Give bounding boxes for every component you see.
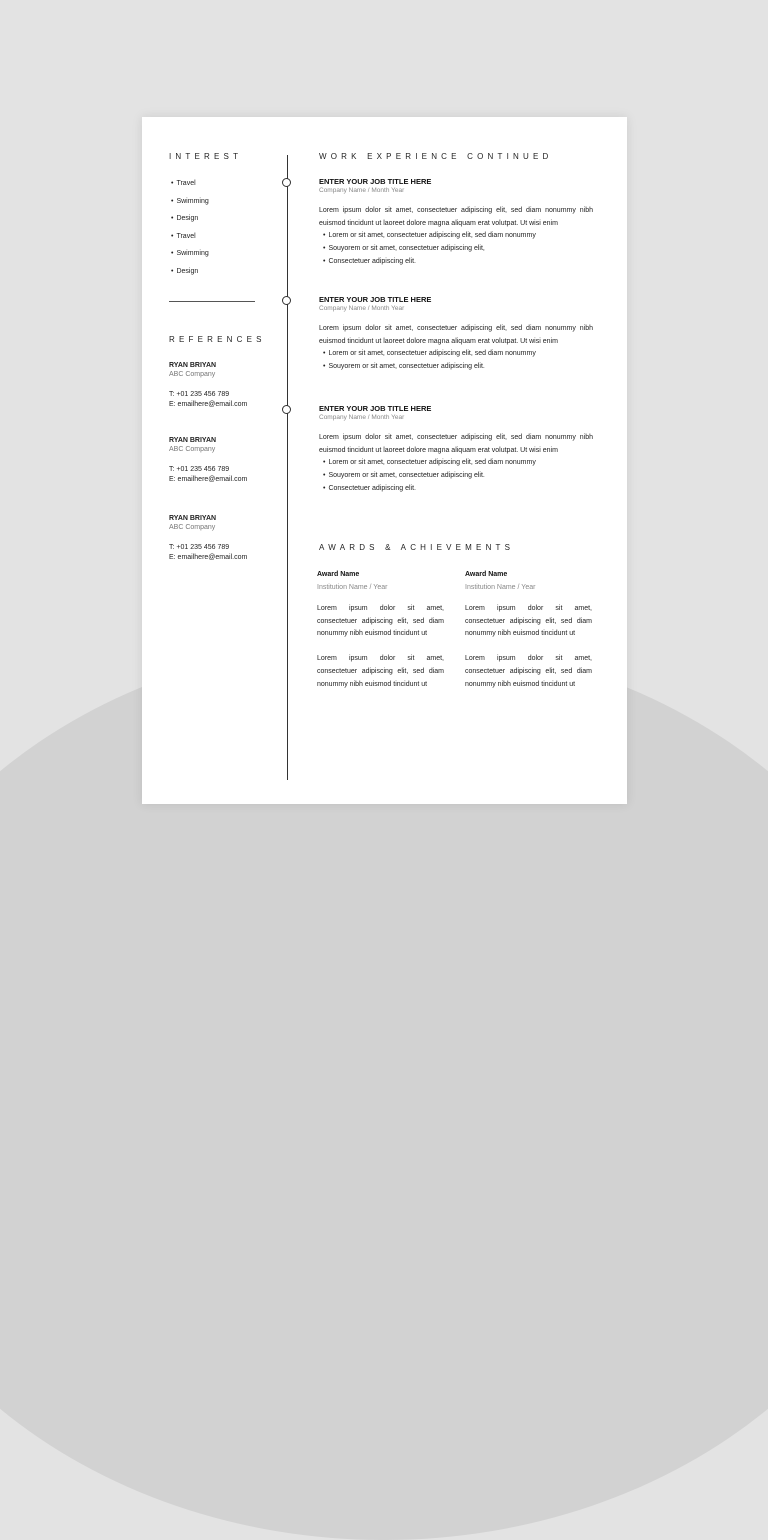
reference-phone: T: +01 235 456 789 [169, 466, 230, 473]
job-description: Lorem ipsum dolor sit amet, consectetuer adipiscing elit, sed diam nonummy nibh euismod tincidunt ut laoreet dolore magna aliquam erat volutpat. Ut wisi enim [319, 325, 593, 345]
timeline-dot [282, 296, 291, 305]
award-description: Lorem ipsum dolor sit amet, consectetuer adipiscing elit, sed diam nonummy nibh euismod tincidunt ut [317, 655, 444, 688]
job-bullet: • Consectetuer adipiscing elit. [323, 256, 593, 269]
job-bullet: • Souyorem or sit amet, consectetuer adipiscing elit. [323, 361, 593, 374]
job-title: ENTER YOUR JOB TITLE HERE [319, 295, 432, 304]
interest-item: • Swimming [171, 197, 209, 215]
job-bullet: • Lorem or sit amet, consectetuer adipiscing elit, sed diam nonummy [323, 348, 593, 361]
resume-page [142, 117, 627, 804]
job-company-date: Company Name / Month Year [319, 414, 405, 421]
timeline-dot [282, 405, 291, 414]
job-title: ENTER YOUR JOB TITLE HERE [319, 177, 432, 186]
award-name: Award Name [465, 571, 508, 578]
job-company-date: Company Name / Month Year [319, 187, 405, 194]
reference-email: E: emailhere@email.com [169, 401, 248, 408]
job-description: Lorem ipsum dolor sit amet, consectetuer adipiscing elit, sed diam nonummy nibh euismod tincidunt ut laoreet dolore magna aliquam erat volutpat. Ut wisi enim [319, 207, 593, 227]
job-bullets [319, 457, 593, 495]
award-description: Lorem ipsum dolor sit amet, consectetuer adipiscing elit, sed diam nonummy nibh euismod tincidunt ut [317, 605, 444, 638]
award-entry [317, 570, 444, 691]
references-heading: REFERENCES [169, 335, 266, 344]
reference-company: ABC Company [169, 371, 216, 378]
job-bullet: • Souyorem or sit amet, consectetuer adipiscing elit. [323, 470, 593, 483]
job-bullet: • Souyorem or sit amet, consectetuer adipiscing elit, [323, 243, 593, 256]
job-entry [319, 295, 593, 374]
left-divider [169, 301, 255, 302]
reference-entry [169, 514, 279, 563]
interest-item: • Design [171, 214, 209, 232]
reference-email: E: emailhere@email.com [169, 476, 248, 483]
interest-item: • Swimming [171, 249, 209, 267]
reference-phone: T: +01 235 456 789 [169, 544, 230, 551]
reference-phone: T: +01 235 456 789 [169, 391, 230, 398]
interest-item: • Design [171, 267, 209, 285]
job-description: Lorem ipsum dolor sit amet, consectetuer adipiscing elit, sed diam nonummy nibh euismod tincidunt ut laoreet dolore magna aliquam erat volutpat. Ut wisi enim [319, 434, 593, 454]
work-experience-heading: WORK EXPERIENCE CONTINUED [319, 152, 553, 161]
reference-email: E: emailhere@email.com [169, 554, 248, 561]
award-institution: Institution Name / Year [317, 584, 388, 591]
reference-entry [169, 436, 279, 485]
job-bullet: • Lorem or sit amet, consectetuer adipiscing elit, sed diam nonummy [323, 457, 593, 470]
interest-heading: INTEREST [169, 152, 243, 161]
job-bullet: • Lorem or sit amet, consectetuer adipiscing elit, sed diam nonummy [323, 230, 593, 243]
award-institution: Institution Name / Year [465, 584, 536, 591]
job-company-date: Company Name / Month Year [319, 305, 405, 312]
job-entry [319, 177, 593, 269]
award-entry [465, 570, 592, 691]
reference-company: ABC Company [169, 446, 216, 453]
award-description: Lorem ipsum dolor sit amet, consectetuer adipiscing elit, sed diam nonummy nibh euismod tincidunt ut [465, 655, 592, 688]
job-bullets [319, 348, 593, 373]
award-name: Award Name [317, 571, 360, 578]
awards-heading: AWARDS & ACHIEVEMENTS [319, 543, 515, 552]
interest-item: • Travel [171, 179, 209, 197]
interest-item: • Travel [171, 232, 209, 250]
job-bullet: • Consectetuer adipiscing elit. [323, 483, 593, 496]
timeline-line [287, 155, 288, 780]
job-title: ENTER YOUR JOB TITLE HERE [319, 404, 432, 413]
award-description: Lorem ipsum dolor sit amet, consectetuer adipiscing elit, sed diam nonummy nibh euismod tincidunt ut [465, 605, 592, 638]
interest-list [171, 179, 209, 284]
reference-entry [169, 361, 279, 410]
job-bullets [319, 230, 593, 268]
reference-name: RYAN BRIYAN [169, 362, 217, 369]
job-entry [319, 404, 593, 496]
reference-name: RYAN BRIYAN [169, 515, 217, 522]
reference-name: RYAN BRIYAN [169, 437, 217, 444]
timeline-dot [282, 178, 291, 187]
reference-company: ABC Company [169, 524, 216, 531]
